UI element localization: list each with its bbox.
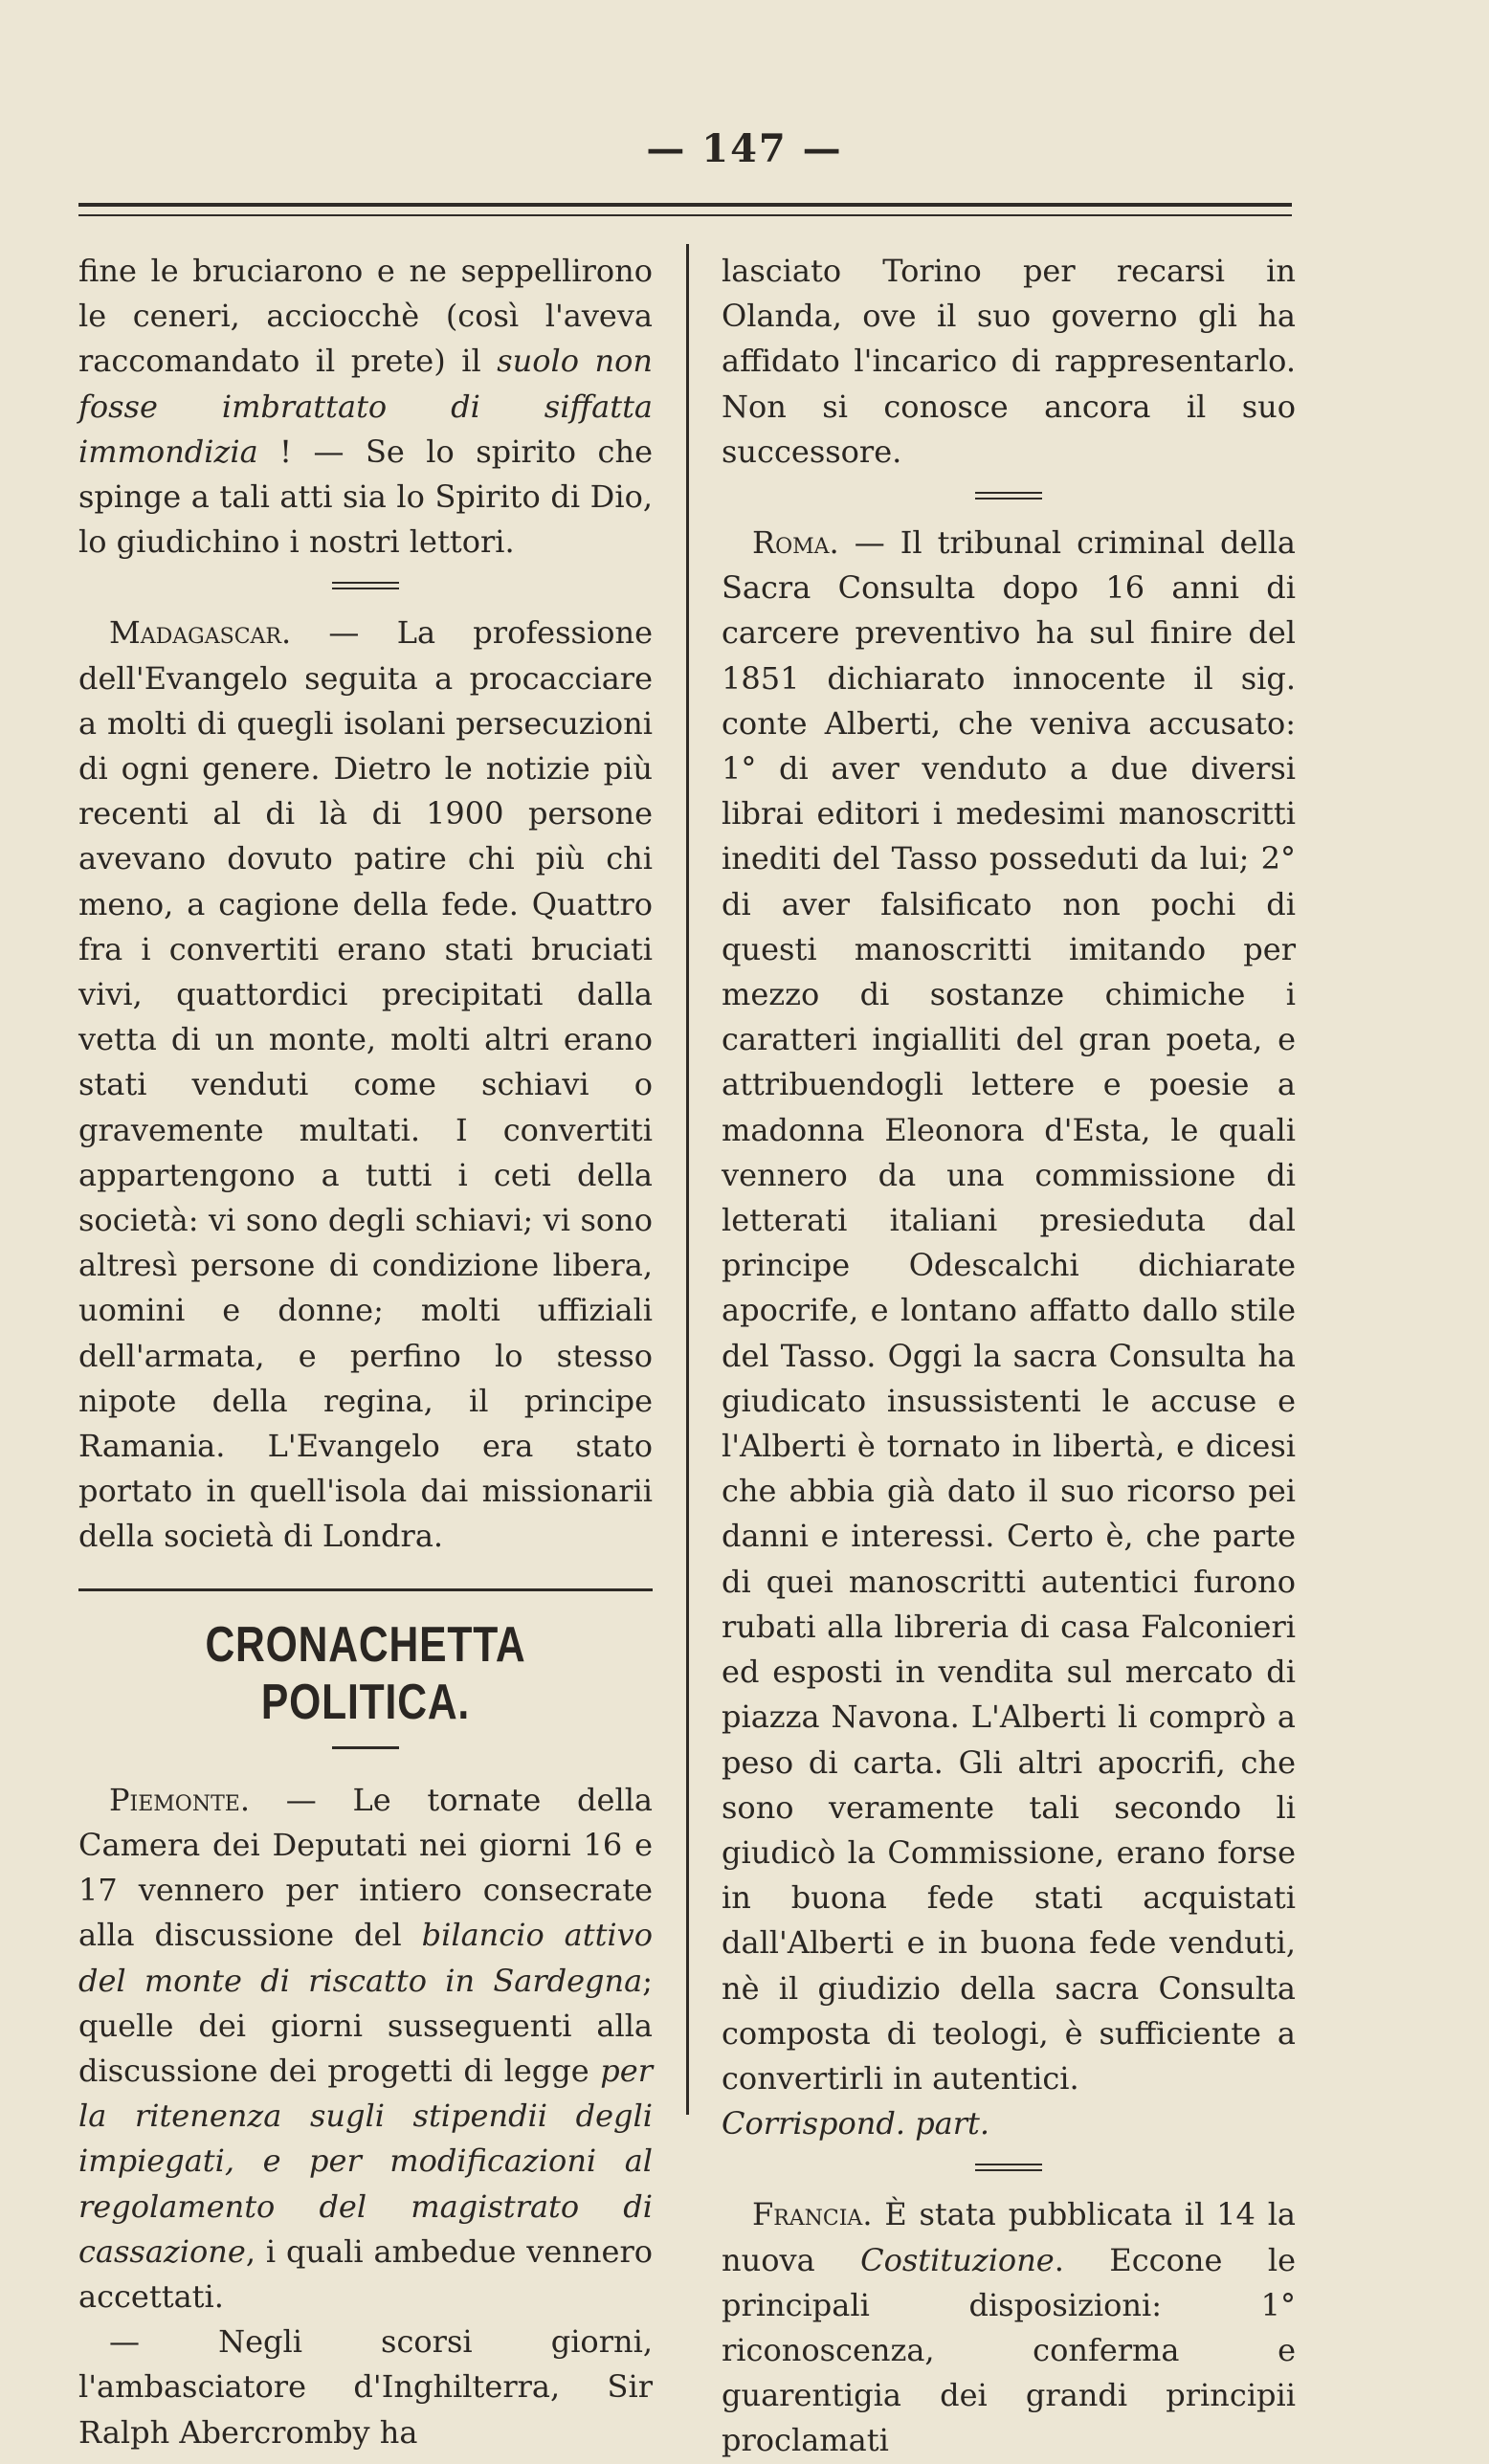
signature: Corrispond. part. — [722, 2105, 990, 2142]
paragraph-cremation — [78, 249, 653, 565]
paragraph-ambassador: — Negli scorsi giorni, l'ambasciatore d'Inghilterra, Sir Ralph Abercromby ha — [78, 2323, 653, 2451]
section-label-piemonte: Piemonte. — [109, 1781, 250, 1818]
section-label-madagascar: Madagascar. — [109, 614, 292, 652]
paragraph-francia — [722, 2192, 1296, 2463]
section-title: CRONACHETTA POLITICA. — [205, 1616, 526, 1730]
italic-run: per la ritenenza sugli stipendii degli impiegati, e per modificazioni al regolamento del magistrato di cassazione — [78, 2052, 653, 2270]
italic-run: Costituzione — [860, 2241, 1055, 2278]
text-run: . Eccone le principali disposizioni: 1° riconoscenza, conferma e guarentigia dei grandi principii proclamati — [722, 2241, 1296, 2459]
column-divider — [686, 244, 689, 2115]
separator-rule — [975, 492, 1042, 499]
text-run: — Il tribunal criminal della Sacra Consulta dopo 16 anni di carcere preventivo ha sul finire del 1851 dichiarato innocente il sig. conte Alberti, che veniva accusato: 1° di aver venduto a due diversi librai editori i medesimi manoscritti inediti del Tasso posseduti da lui; 2° di aver falsificato non pochi di questi manoscritti imitando per mezzo di sostanze chimiche i caratteri ingialliti del gran poeta, e attribuendogli lettere e poesie a madonna Eleonora d'Esta, le quali vennero da una commissione di letterati italiani presieduta dal principe Odescalchi dichiarate apocrife, e lontano affatto dallo stile del Tasso. Oggi la sacra Consulta ha giudicato insussistenti le accuse e l'Alberti è tornato in libertà, e dicesi che abbia già dato il suo ricorso pei danni e interessi. Certo è, che parte di quei manoscritti autentici furono rubati alla libreria di casa Falconieri ed esposti in vendita sul mercato di piazza Navona. L'Alberti li comprò a peso di carta. Gli altri apocrifi, che sono veramente tali secondo li giudicò la Commissione, erano forse in buona fede stati acquistati dall'Alberti e in buona fede venduti, nè il giudizio della sacra Consulta composta di teologi, è sufficiente a convertirli in autentici. — [722, 524, 1296, 2097]
separator-rule — [975, 2164, 1042, 2171]
page-number: — 147 — — [646, 126, 843, 171]
section-divider-rule — [78, 1588, 653, 1591]
section-label-francia: Francia. — [752, 2196, 873, 2233]
italic-run: suolo non fosse imbrattato di siffatta immondizia — [78, 343, 653, 470]
text-run: ; quelle dei giorni susseguenti alla discussione dei progetti di legge — [78, 1962, 653, 2089]
paragraph-piemonte — [78, 1778, 653, 2320]
text-run: — Le tornate della Camera dei Deputati nei giorni 16 e 17 vennero per intiero consecrate alla discussione del — [78, 1781, 653, 1954]
right-column — [722, 249, 1296, 2464]
paragraph-ambassador-cont: lasciato Torino per recarsi in Olanda, ove il suo governo gli ha affidato l'incarico di rappresentarlo. Non si conosce ancora il suo successore. — [722, 253, 1296, 470]
separator-rule — [332, 582, 399, 589]
text-run: ! — Se lo spirito che spinge a tali atti sia lo Spirito di Dio, lo giudichino i nostri lettori. — [78, 433, 653, 561]
text-run: , i quali ambedue vennero accettati. — [78, 2232, 653, 2315]
italic-run: bilancio attivo del monte di riscatto in Sardegna — [78, 1917, 654, 1999]
text-run: — La professione dell'Evangelo seguita a procacciare a molti di quegli isolani persecuzioni di ogni genere. Dietro le notizie più recenti al di là di 1900 persone avevano dovuto patire chi più chi meno, a cagione della fede. Quattro fra i convertiti erano stati bruciati vivi, quattordici precipitati dalla vetta di un monte, molti altri erano stati venduti come schiavi o gravemente multati. I convertiti appartengono a tutti i ceti della società: vi sono degli schiavi; vi sono altresì persone di condizione libera, uomini e donne; molti uffiziali dell'armata, e perfino lo stesso nipote della regina, il principe Ramania. L'Evangelo era stato portato in quell'isola dai missionarii della società di Londra. — [78, 614, 653, 1555]
section-label-roma: Roma. — [752, 524, 839, 562]
title-underline-rule — [332, 1746, 399, 1749]
header-double-rule — [78, 203, 1292, 216]
text-run: fine le bruciarono e ne seppellirono le ceneri, acciocchè (così l'aveva raccomandato il prete) il — [78, 253, 653, 380]
paragraph-madagascar — [78, 610, 653, 1559]
paragraph-roma — [722, 521, 1296, 2101]
left-column — [78, 249, 653, 2455]
text-run: È stata pubblicata il 14 la nuova — [722, 2196, 1296, 2278]
